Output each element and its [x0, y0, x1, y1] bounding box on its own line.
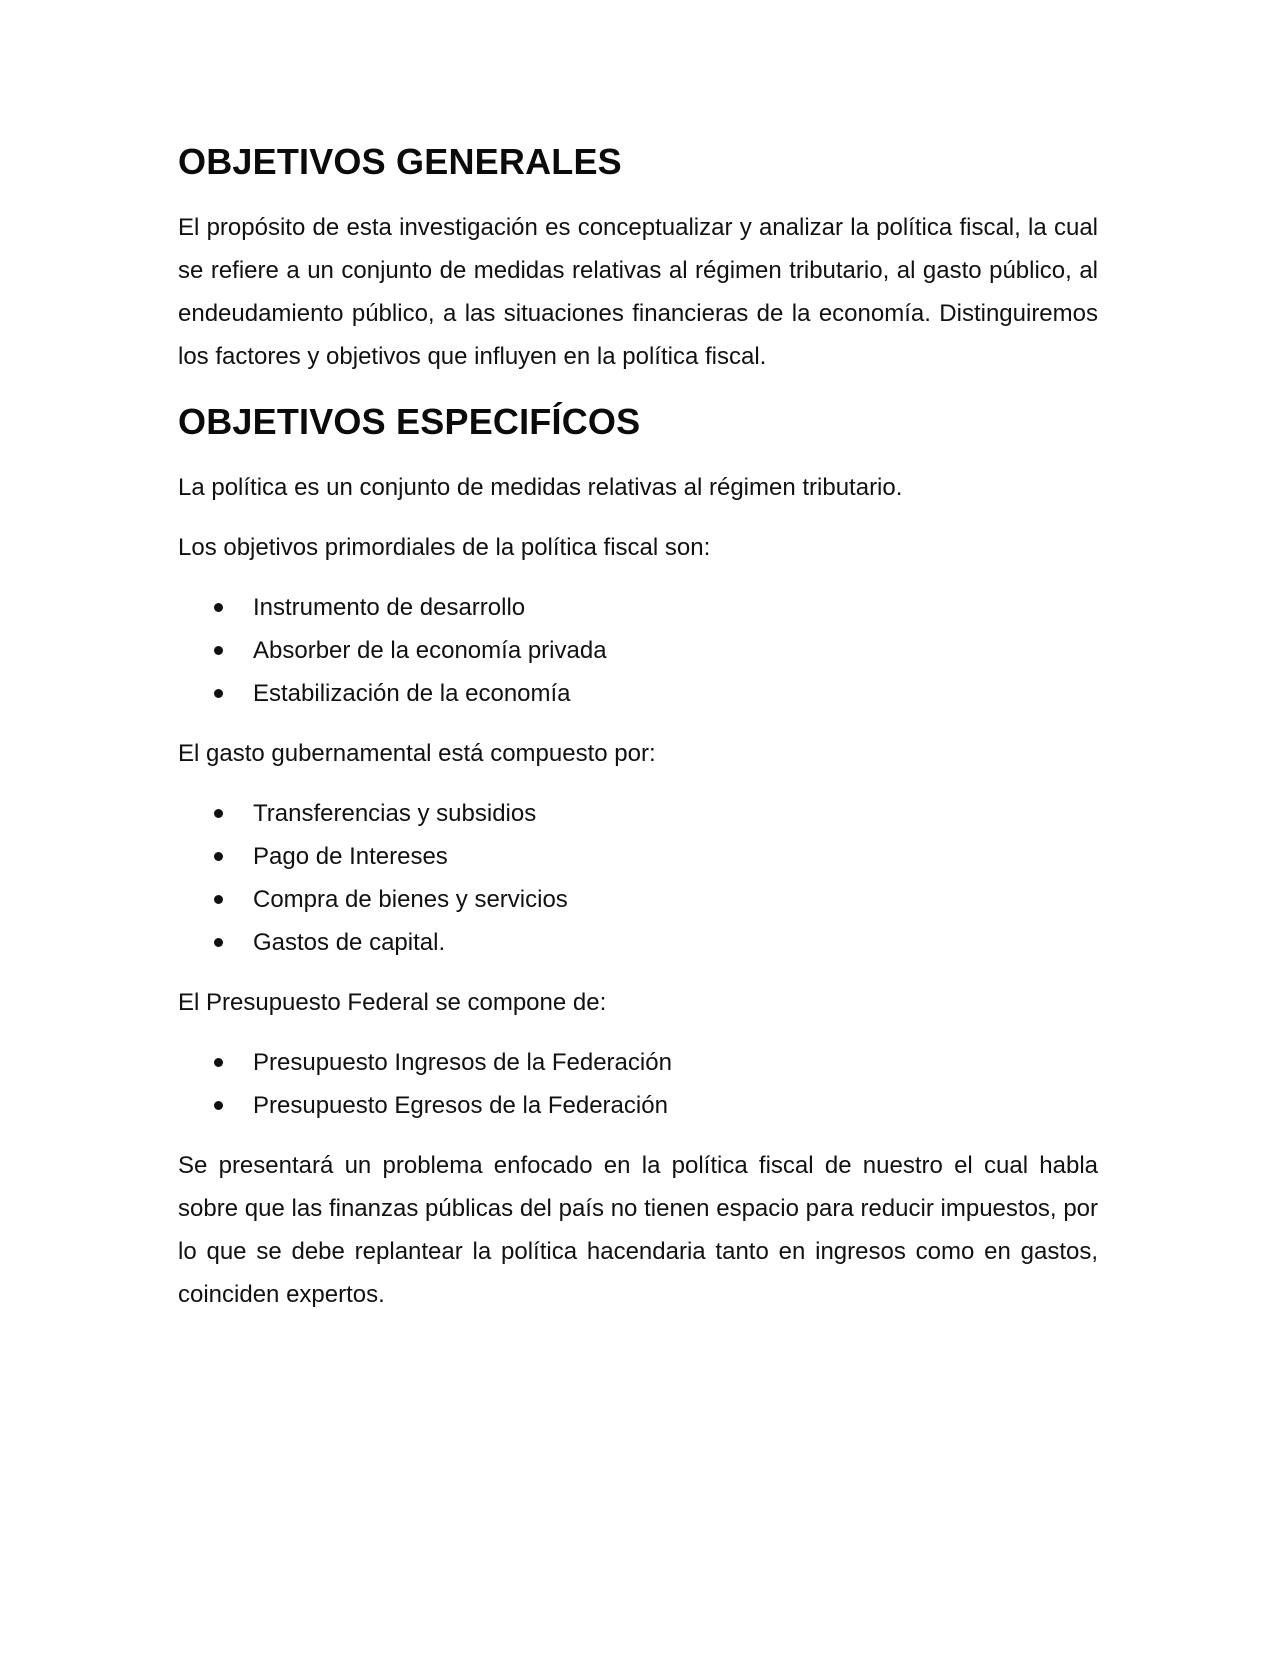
spending-list: [178, 792, 1098, 964]
objectives-intro-paragraph: Los objetivos primordiales de la política fiscal son:: [178, 534, 711, 561]
document-page: [178, 140, 1098, 1316]
list-item: [178, 586, 1098, 629]
list-item-text: Transferencias y subsidios: [253, 800, 537, 827]
general-objectives-paragraph: El propósito de esta investigación es conceptualizar y analizar la política fiscal, la cual se refiere a un conjunto de medidas relativas al régimen tributario, al gasto público, al endeudamiento público, a las situaciones financieras de la economía. Distinguiremos los factores y objetivos que influyen en la política fiscal.: [178, 214, 1098, 370]
objectives-list: [178, 586, 1098, 715]
bullet-icon: [214, 646, 223, 655]
spending-intro-paragraph: El gasto gubernamental está compuesto por:: [178, 740, 656, 767]
list-item: [178, 1084, 1098, 1127]
section-heading-general: OBJETIVOS GENERALES: [178, 141, 622, 182]
bullet-icon: [214, 938, 223, 947]
list-item-text: Absorber de la economía privada: [253, 637, 607, 664]
list-item: [178, 792, 1098, 835]
budget-intro-paragraph: El Presupuesto Federal se compone de:: [178, 989, 607, 1016]
section-heading-specific: OBJETIVOS ESPECIFÍCOS: [178, 401, 641, 442]
list-item-text: Presupuesto Egresos de la Federación: [253, 1092, 668, 1119]
list-item: [178, 1041, 1098, 1084]
list-item: [178, 878, 1098, 921]
list-item: [178, 921, 1098, 964]
budget-list: [178, 1041, 1098, 1127]
list-item-text: Presupuesto Ingresos de la Federación: [253, 1049, 672, 1076]
conclusion-paragraph: Se presentará un problema enfocado en la política fiscal de nuestro el cual habla sobre que las finanzas públicas del país no tienen espacio para reducir impuestos, por lo que se debe replantear la política hacendaria tanto en ingresos como en gastos, coinciden expertos.: [178, 1152, 1098, 1308]
list-item-text: Gastos de capital.: [253, 929, 446, 956]
policy-definition-paragraph: La política es un conjunto de medidas relativas al régimen tributario.: [178, 474, 903, 501]
list-item-text: Instrumento de desarrollo: [253, 594, 526, 621]
bullet-icon: [214, 603, 223, 612]
list-item-text: Compra de bienes y servicios: [253, 886, 568, 913]
bullet-icon: [214, 809, 223, 818]
bullet-icon: [214, 852, 223, 861]
list-item: [178, 629, 1098, 672]
list-item: [178, 835, 1098, 878]
bullet-icon: [214, 895, 223, 904]
list-item: [178, 672, 1098, 715]
list-item-text: Pago de Intereses: [253, 843, 448, 870]
list-item-text: Estabilización de la economía: [253, 680, 571, 707]
bullet-icon: [214, 1058, 223, 1067]
bullet-icon: [214, 1101, 223, 1110]
bullet-icon: [214, 689, 223, 698]
